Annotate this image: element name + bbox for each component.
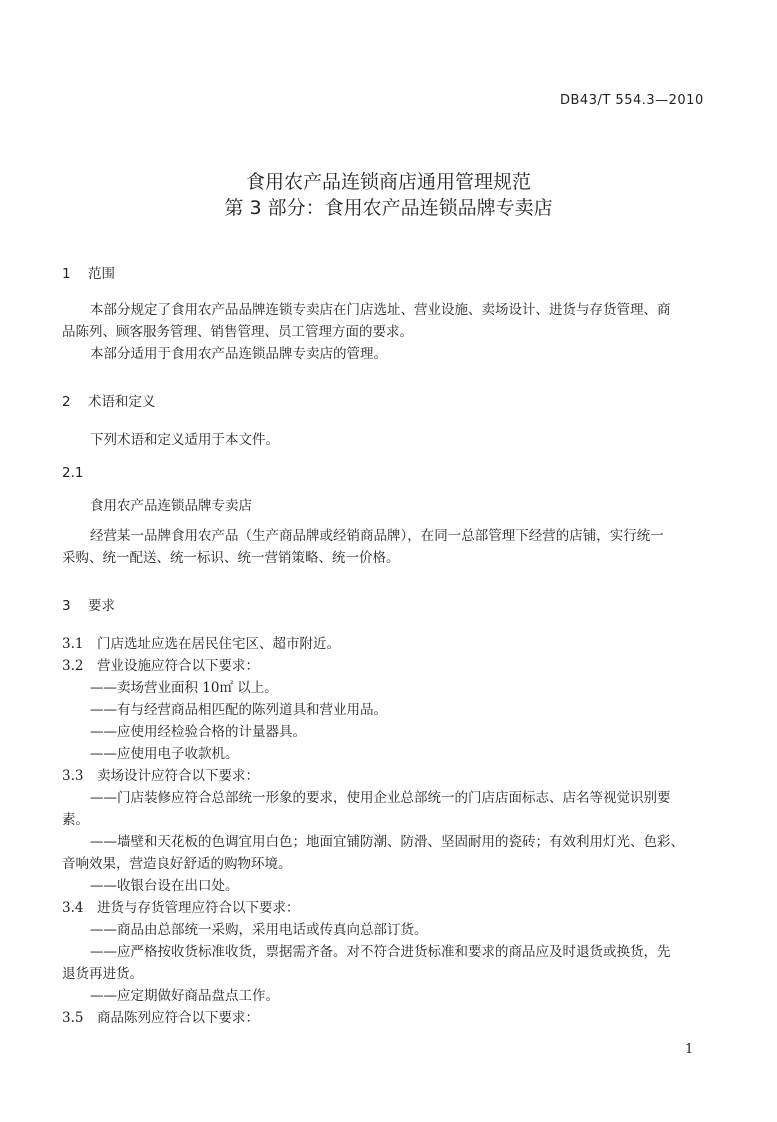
list-item: ——卖场营业面积 10㎡ 以上。 <box>90 680 278 696</box>
section-1-heading <box>62 262 115 282</box>
clause: 3.5 商品陈列应符合以下要求： <box>62 1010 259 1026</box>
section-number: 1 <box>62 266 71 282</box>
standard-code: DB43/T 554.3—2010 <box>560 93 704 108</box>
clause: 3.4 进货与存货管理应符合以下要求： <box>62 900 300 916</box>
subsection-number: 2.1 <box>62 465 84 481</box>
list-item: ——有与经营商品相匹配的陈列道具和营业用品。 <box>90 702 387 718</box>
list-item: ——商品由总部统一采购，采用电话或传真向总部订货。 <box>90 922 428 938</box>
document-subtitle: 第 3 部分：食用农产品连锁品牌专卖店 <box>224 197 553 219</box>
section-2-heading <box>62 390 156 410</box>
list-item: ——应定期做好商品盘点工作。 <box>90 988 279 1004</box>
clause: 3.3 卖场设计应符合以下要求： <box>62 768 259 784</box>
section-3-heading <box>62 594 115 614</box>
section-number: 3 <box>62 598 71 614</box>
clause: 3.1 门店选址应选在居民住宅区、超市附近。 <box>62 636 340 652</box>
paragraph: 经营某一品牌食用农产品（生产商品牌或经销商品牌），在同一总部管理下经营的店铺，实行统一 <box>90 528 664 544</box>
list-item: ——应使用电子收款机。 <box>90 746 239 762</box>
list-item: ——收银台设在出口处。 <box>90 878 239 894</box>
list-item-continuation: 音响效果，营造良好舒适的购物环境。 <box>62 856 292 872</box>
paragraph: 本部分规定了食用农产品品牌连锁专卖店在门店选址、营业设施、卖场设计、进货与存货管理、商 <box>90 302 671 318</box>
clause: 3.2 营业设施应符合以下要求： <box>62 658 259 674</box>
document-title: 食用农产品连锁商店通用管理规范 <box>245 171 531 193</box>
section-number: 2 <box>62 394 71 410</box>
paragraph: 本部分适用于食用农产品连锁品牌专卖店的管理。 <box>90 346 387 362</box>
list-item: ——门店装修应符合总部统一形象的要求，使用企业总部统一的门店店面标志、店名等视觉识别要 <box>90 790 671 806</box>
paragraph: 下列术语和定义适用于本文件。 <box>90 432 279 448</box>
section-title: 范围 <box>88 266 115 282</box>
paragraph: 采购、统一配送、统一标识、统一营销策略、统一价格。 <box>62 550 400 566</box>
section-title: 术语和定义 <box>88 394 156 410</box>
list-item: ——应严格按收货标准收货，票据需齐备。对不符合进货标准和要求的商品应及时退货或换货，先 <box>90 944 671 960</box>
list-item-continuation: 退货再进货。 <box>62 966 143 982</box>
paragraph: 品陈列、顾客服务管理、销售管理、员工管理方面的要求。 <box>62 324 413 340</box>
list-item: ——应使用经检验合格的计量器具。 <box>90 724 306 740</box>
section-title: 要求 <box>88 598 115 614</box>
list-item: ——墙壁和天花板的色调宜用白色；地面宜铺防潮、防滑、坚固耐用的瓷砖；有效利用灯光、色彩、 <box>90 834 684 850</box>
page-number: 1 <box>685 1042 694 1057</box>
list-item-continuation: 素。 <box>62 812 89 828</box>
term-name: 食用农产品连锁品牌专卖店 <box>90 498 252 514</box>
